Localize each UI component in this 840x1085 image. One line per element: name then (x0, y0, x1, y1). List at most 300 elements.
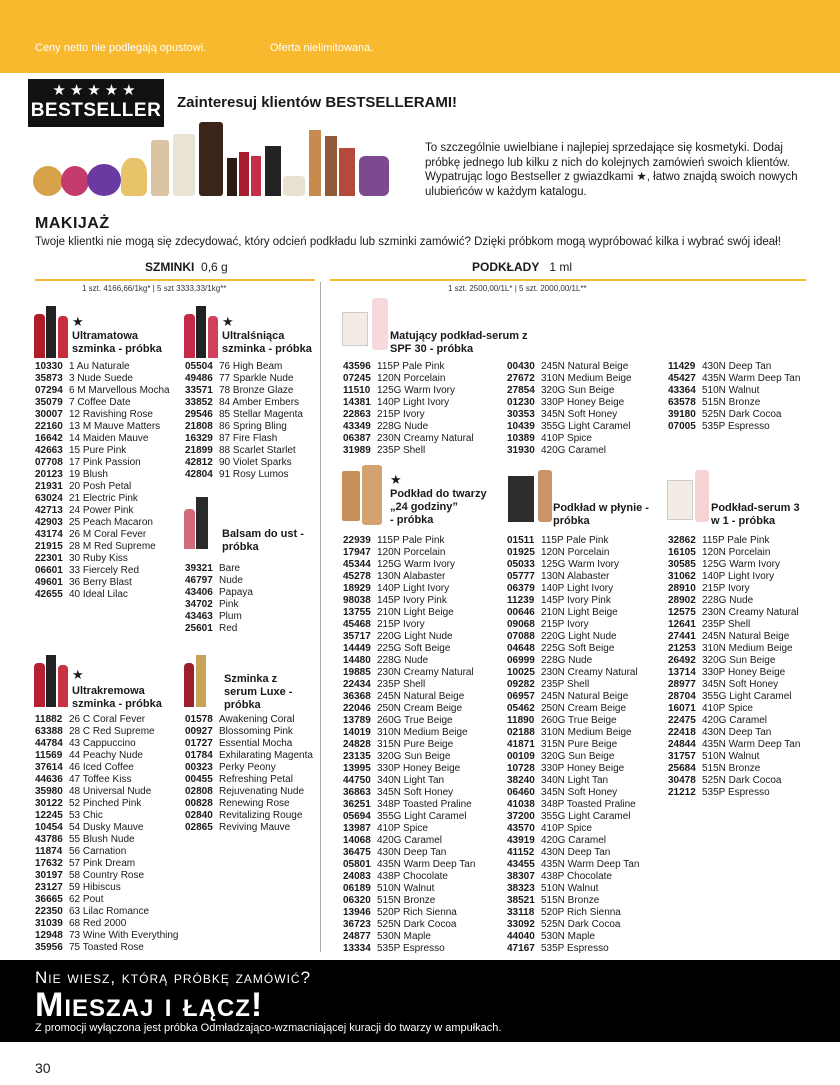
shade-name: 435N Warm Deep Tan (541, 859, 640, 870)
lip-balm-title: Balsam do ust - próbka (222, 528, 304, 553)
makeup-description: Twoje klientki nie mogą się zdecydować, który odcień podkładu lub szminki zamówić? Dzięki próbkom mogą wypróbować kilka i wybrać swój ideał! (35, 236, 781, 248)
shade-row (35, 409, 170, 421)
bestseller-stars: ★★★★★ (52, 82, 140, 99)
shade-name: 3 Nude Suede (69, 373, 133, 384)
shade-row (507, 727, 639, 739)
product-code: 04648 (507, 643, 535, 654)
shade-row (35, 750, 179, 762)
product-code: 36368 (343, 691, 371, 702)
shade-row (507, 871, 639, 883)
shade-row (343, 397, 474, 409)
shade-name: 525N Dark Cocoa (377, 919, 457, 930)
shade-name: 115P Pale Pink (702, 535, 770, 546)
shade-row (668, 631, 800, 643)
shade-name: 250N Cream Beige (377, 703, 463, 714)
product-code: 35980 (35, 786, 63, 797)
shade-name: 525N Dark Cocoa (541, 919, 621, 930)
shade-row (35, 726, 179, 738)
product-code: 43596 (343, 361, 371, 372)
shade-row (35, 517, 170, 529)
shade-row (343, 823, 475, 835)
shade-name: 430N Deep Tan (541, 847, 611, 858)
shade-name: 235P Shell (702, 619, 751, 630)
24h-foundation-shade-list (343, 535, 475, 955)
shade-row (35, 714, 179, 726)
shade-name: 315N Pure Beige (377, 739, 454, 750)
product-code: 00455 (185, 774, 213, 785)
product-code: 24083 (343, 871, 371, 882)
shade-name: 510N Walnut (541, 883, 599, 894)
shade-row (507, 859, 639, 871)
shade-row (343, 373, 474, 385)
product-code: 28902 (668, 595, 696, 606)
product-code: 07245 (343, 373, 371, 384)
product-code: 41871 (507, 739, 535, 750)
shade-row (343, 787, 475, 799)
product-code: 45427 (668, 373, 696, 384)
product-code: 36863 (343, 787, 371, 798)
shade-row (668, 667, 800, 679)
product-code: 63024 (35, 493, 63, 504)
shade-row (185, 623, 253, 635)
shade-name: 510N Walnut (702, 385, 760, 396)
shade-name: 530N Maple (377, 931, 431, 942)
product-code: 13946 (343, 907, 371, 918)
luxe-serum-title: Szminka z serum Luxe - próbka (224, 673, 293, 711)
shade-row (343, 907, 475, 919)
shade-name: 330P Honey Beige (541, 763, 625, 774)
product-code: 11890 (507, 715, 535, 726)
shade-row (668, 727, 800, 739)
shade-row (507, 433, 632, 445)
shade-row (507, 919, 639, 931)
shade-name: 310N Medium Beige (541, 727, 632, 738)
shade-name: 410P Spice (377, 823, 428, 834)
product-code: 42903 (35, 517, 63, 528)
product-code: 37200 (507, 811, 535, 822)
shade-name: 140P Light Ivory (377, 583, 450, 594)
shade-name: 310N Medium Beige (377, 727, 468, 738)
shade-row (35, 433, 170, 445)
lipsticks-unit-price: 1 szt. 4166,66/1kg* | 5 szt 3333,33/1kg** (82, 284, 227, 293)
product-code: 38521 (507, 895, 535, 906)
shade-name: 355G Light Caramel (702, 691, 792, 702)
shade-row (343, 763, 475, 775)
24h-foundation-title-line3: - próbka (390, 514, 434, 526)
product-code: 05694 (343, 811, 371, 822)
shade-name: Renewing Rose (219, 798, 290, 809)
shade-name: 91 Rosy Lumos (219, 469, 289, 480)
shade-name: 228G Nude (541, 655, 593, 666)
product-code: 41152 (507, 847, 535, 858)
product-code: 19885 (343, 667, 371, 678)
shade-name: 345N Soft Honey (541, 409, 618, 420)
shade-name: 520P Rich Sienna (377, 907, 457, 918)
shade-row (35, 421, 170, 433)
shade-row (507, 691, 639, 703)
product-code: 43174 (35, 529, 63, 540)
shade-name: 115P Pale Pink (541, 535, 609, 546)
shade-row (343, 847, 475, 859)
product-code: 31062 (668, 571, 696, 582)
shade-row (343, 919, 475, 931)
product-code: 47167 (507, 943, 535, 954)
shade-row (668, 409, 800, 421)
shade-name: 345N Soft Honey (702, 679, 779, 690)
product-code: 10439 (507, 421, 535, 432)
shade-name: 230N Creamy Natural (702, 607, 799, 618)
shade-row (507, 373, 632, 385)
shade-name: 125G Warm Ivory (377, 559, 455, 570)
product-code: 21808 (185, 421, 213, 432)
product-code: 30007 (35, 409, 63, 420)
shade-name: 120N Porcelain (541, 547, 610, 558)
product-code: 06189 (343, 883, 371, 894)
shade-row (668, 559, 800, 571)
unlimited-offer-note: Oferta nielimitowana. (270, 42, 374, 54)
product-code: 42804 (185, 469, 213, 480)
product-code: 13755 (343, 607, 371, 618)
product-code: 10330 (35, 361, 63, 372)
shade-name: 115P Pale Pink (377, 361, 445, 372)
product-code: 16642 (35, 433, 63, 444)
shade-name: 235P Shell (377, 445, 426, 456)
shade-name: 52 Pinched Pink (69, 798, 142, 809)
24h-foundation-title-line1: Podkład do twarzy (390, 488, 487, 500)
product-code: 30197 (35, 870, 63, 881)
shade-name: Exhilarating Magenta (219, 750, 313, 761)
shade-row (343, 751, 475, 763)
shade-name: Red (219, 623, 238, 634)
shade-row (668, 643, 800, 655)
shade-name: 515N Bronze (702, 763, 761, 774)
product-code: 31930 (507, 445, 535, 456)
shade-row (35, 846, 179, 858)
product-code: 20123 (35, 469, 63, 480)
shade-name: 420G Caramel (377, 835, 443, 846)
shade-name: 315N Pure Beige (541, 739, 618, 750)
shade-row (35, 774, 179, 786)
shade-name: 210N Light Beige (541, 607, 618, 618)
product-code: 33118 (507, 907, 535, 918)
ultramatte-title: Ultramatowa szminka - próbka (72, 330, 162, 355)
product-code: 30585 (668, 559, 696, 570)
shade-name: 430N Deep Tan (377, 847, 447, 858)
product-code: 12575 (668, 607, 696, 618)
shade-row (343, 385, 474, 397)
shade-name: 63 Lilac Romance (69, 906, 150, 917)
shade-row (343, 547, 475, 559)
shade-name: 210N Light Beige (377, 607, 454, 618)
shade-name: Rejuvenating Nude (219, 786, 305, 797)
shade-row (343, 595, 475, 607)
matte-foundation-serum-title: Matujący podkład-serum z SPF 30 - próbka (390, 330, 528, 355)
liquid-foundation-title: Podkład w płynie - próbka (553, 502, 649, 527)
shade-row (507, 943, 639, 955)
shade-row (668, 571, 800, 583)
shade-row (507, 679, 639, 691)
product-code: 07294 (35, 385, 63, 396)
product-code: 42713 (35, 505, 63, 516)
product-code: 43786 (35, 834, 63, 845)
product-code: 11882 (35, 714, 63, 725)
product-code: 36665 (35, 894, 63, 905)
shade-row (185, 762, 313, 774)
shade-name: 245N Natural Beige (702, 631, 790, 642)
shade-row (343, 895, 475, 907)
shade-name: 245N Natural Beige (541, 691, 629, 702)
shade-name: 420G Caramel (541, 445, 607, 456)
shade-name: 26 C Coral Fever (69, 714, 146, 725)
shade-name: 28 C Red Supreme (69, 726, 155, 737)
product-code: 00323 (185, 762, 213, 773)
shade-row (668, 739, 800, 751)
shade-name: 340N Light Tan (377, 775, 445, 786)
shade-name: 220G Light Nude (377, 631, 453, 642)
shade-name: 228G Nude (377, 421, 429, 432)
shade-row (343, 679, 475, 691)
shade-name: 84 Amber Embers (219, 397, 300, 408)
lip-balm-shade-list (185, 563, 253, 635)
shade-row (507, 799, 639, 811)
shade-row (343, 931, 475, 943)
product-code: 36251 (343, 799, 371, 810)
foundations-header (472, 260, 572, 274)
shade-row (507, 763, 639, 775)
shade-row (185, 409, 303, 421)
shade-row (343, 727, 475, 739)
shade-name: 410P Spice (702, 703, 753, 714)
shade-row (507, 655, 639, 667)
3in1-foundation-serum-title: Podkład-serum 3 w 1 - próbka (711, 502, 800, 527)
product-code: 13334 (343, 943, 371, 954)
product-code: 14019 (343, 727, 371, 738)
product-code: 06601 (35, 565, 63, 576)
shade-row (668, 547, 800, 559)
product-code: 28977 (668, 679, 696, 690)
product-code: 02840 (185, 810, 213, 821)
shade-row (343, 409, 474, 421)
product-code: 22160 (35, 421, 63, 432)
shade-name: 235P Shell (377, 679, 426, 690)
product-code: 17947 (343, 547, 371, 558)
product-code: 14068 (343, 835, 371, 846)
shade-name: 320G Sun Beige (702, 655, 776, 666)
shade-row (507, 835, 639, 847)
shade-name: 330P Honey Beige (541, 397, 625, 408)
shade-name: 59 Hibiscus (69, 882, 121, 893)
shade-row (507, 907, 639, 919)
shade-name: 58 Country Rose (69, 870, 145, 881)
shade-row (668, 703, 800, 715)
product-code: 06320 (343, 895, 371, 906)
shade-row (668, 361, 800, 373)
shade-name: 44 Peachy Nude (69, 750, 143, 761)
makeup-title: MAKIJAŻ (35, 215, 110, 232)
product-code: 05033 (507, 559, 535, 570)
product-code: 39321 (185, 563, 213, 574)
shade-name: 87 Fire Flash (219, 433, 278, 444)
shade-name: 19 Blush (69, 469, 108, 480)
shade-row (668, 775, 800, 787)
shade-name: 310N Medium Beige (702, 643, 793, 654)
shade-row (668, 373, 800, 385)
shade-name: Papaya (219, 587, 253, 598)
24h-foundation-title-line2: „24 godziny” (390, 501, 458, 513)
luxe-serum-shade-list (185, 714, 313, 834)
shade-name: 53 Chic (69, 810, 103, 821)
shade-row (343, 535, 475, 547)
shade-row (185, 738, 313, 750)
shade-name: 435N Warm Deep Tan (702, 373, 801, 384)
shade-row (185, 611, 253, 623)
bestseller-logo-text: BESTSELLER (30, 100, 162, 121)
ultrashine-star-icon: ★ (222, 314, 234, 329)
product-code: 01230 (507, 397, 535, 408)
product-code: 11874 (35, 846, 63, 857)
shade-row (668, 421, 800, 433)
shade-name: 245N Natural Beige (541, 361, 629, 372)
product-code: 10389 (507, 433, 535, 444)
product-code: 98038 (343, 595, 371, 606)
shade-name: 235P Shell (541, 679, 590, 690)
footer-exclusion-note: Z promocji wyłączona jest próbka Odmładzająco-wzmacniającej kuracji do twarzy w ampułkach. (35, 1022, 502, 1034)
product-code: 22350 (35, 906, 63, 917)
shade-row (343, 715, 475, 727)
lipsticks-size: 0,6 g (201, 260, 228, 274)
product-code: 12641 (668, 619, 696, 630)
shade-name: 535P Espresso (377, 943, 445, 954)
shade-name: 215P Ivory (541, 619, 589, 630)
bestseller-products-image (33, 118, 388, 196)
shade-name: Blossoming Pink (219, 726, 293, 737)
product-code: 22475 (668, 715, 696, 726)
shade-name: 130N Alabaster (541, 571, 610, 582)
product-code: 06379 (507, 583, 535, 594)
product-code: 34702 (185, 599, 213, 610)
shade-row (35, 906, 179, 918)
shade-name: 125G Warm Ivory (702, 559, 780, 570)
shade-name: 115P Pale Pink (377, 535, 445, 546)
product-code: 63578 (668, 397, 696, 408)
shade-row (668, 691, 800, 703)
shade-row (35, 493, 170, 505)
product-code: 43349 (343, 421, 371, 432)
shade-name: 120N Porcelain (702, 547, 771, 558)
shade-row (185, 469, 303, 481)
shade-row (185, 445, 303, 457)
product-code: 01578 (185, 714, 213, 725)
product-code: 33092 (507, 919, 535, 930)
shade-name: 130N Alabaster (377, 571, 446, 582)
shade-row (185, 575, 253, 587)
shade-row (507, 445, 632, 457)
matte-foundation-shade-list-3 (668, 361, 800, 433)
product-code: 06999 (507, 655, 535, 666)
product-code: 43463 (185, 611, 213, 622)
product-code: 07088 (507, 631, 535, 642)
product-code: 05777 (507, 571, 535, 582)
product-code: 29546 (185, 409, 213, 420)
product-code: 24844 (668, 739, 696, 750)
shade-row (35, 481, 170, 493)
shade-row (507, 547, 639, 559)
shade-name: 535P Espresso (702, 421, 770, 432)
product-code: 21899 (185, 445, 213, 456)
shade-name: Refreshing Petal (219, 774, 293, 785)
shade-row (668, 655, 800, 667)
product-code: 33852 (185, 397, 213, 408)
shade-name: 220G Light Nude (541, 631, 617, 642)
product-code: 27672 (507, 373, 535, 384)
ultramatte-shade-list (35, 361, 170, 601)
shade-row (343, 667, 475, 679)
product-code: 37614 (35, 762, 63, 773)
shade-row (507, 703, 639, 715)
product-code: 39180 (668, 409, 696, 420)
product-code: 25601 (185, 623, 213, 634)
product-code: 44750 (343, 775, 371, 786)
shade-row (343, 571, 475, 583)
product-code: 23127 (35, 882, 63, 893)
shade-name: 515N Bronze (702, 397, 761, 408)
product-code: 09282 (507, 679, 535, 690)
shade-row (35, 870, 179, 882)
shade-name: 140P Light Ivory (377, 397, 450, 408)
product-code: 24877 (343, 931, 371, 942)
product-code: 43919 (507, 835, 535, 846)
product-code: 30353 (507, 409, 535, 420)
shade-name: Nude (219, 575, 243, 586)
shade-name: 75 Toasted Rose (69, 942, 144, 953)
shade-row (507, 571, 639, 583)
shade-row (343, 835, 475, 847)
shade-row (507, 895, 639, 907)
shade-name: 54 Dusky Mauve (69, 822, 144, 833)
shade-row (343, 799, 475, 811)
shade-row (35, 738, 179, 750)
shade-name: 86 Spring Bling (219, 421, 287, 432)
shade-row (35, 553, 170, 565)
shade-name: 535P Espresso (541, 943, 609, 954)
product-code: 27854 (507, 385, 535, 396)
shade-name: Essential Mocha (219, 738, 293, 749)
product-code: 32862 (668, 535, 696, 546)
shade-name: 515N Bronze (377, 895, 436, 906)
product-code: 45468 (343, 619, 371, 630)
product-code: 44784 (35, 738, 63, 749)
product-code: 13789 (343, 715, 371, 726)
product-code: 30122 (35, 798, 63, 809)
product-code: 14449 (343, 643, 371, 654)
shade-name: 435N Warm Deep Tan (702, 739, 801, 750)
product-code: 17632 (35, 858, 63, 869)
shade-name: 56 Carnation (69, 846, 127, 857)
shade-row (507, 583, 639, 595)
matte-foundation-shade-list-1 (343, 361, 474, 457)
shade-name: 140P Light Ivory (541, 583, 614, 594)
lipsticks-header (145, 260, 228, 274)
shade-row (35, 469, 170, 481)
shade-row (35, 786, 179, 798)
product-code: 42812 (185, 457, 213, 468)
shade-row (185, 726, 313, 738)
product-code: 11239 (507, 595, 535, 606)
shade-name: 345N Soft Honey (541, 787, 618, 798)
shade-name: 17 Pink Passion (69, 457, 141, 468)
product-code: 42655 (35, 589, 63, 600)
bestseller-heading: Zainteresuj klientów BESTSELLERAMI! (177, 94, 458, 111)
